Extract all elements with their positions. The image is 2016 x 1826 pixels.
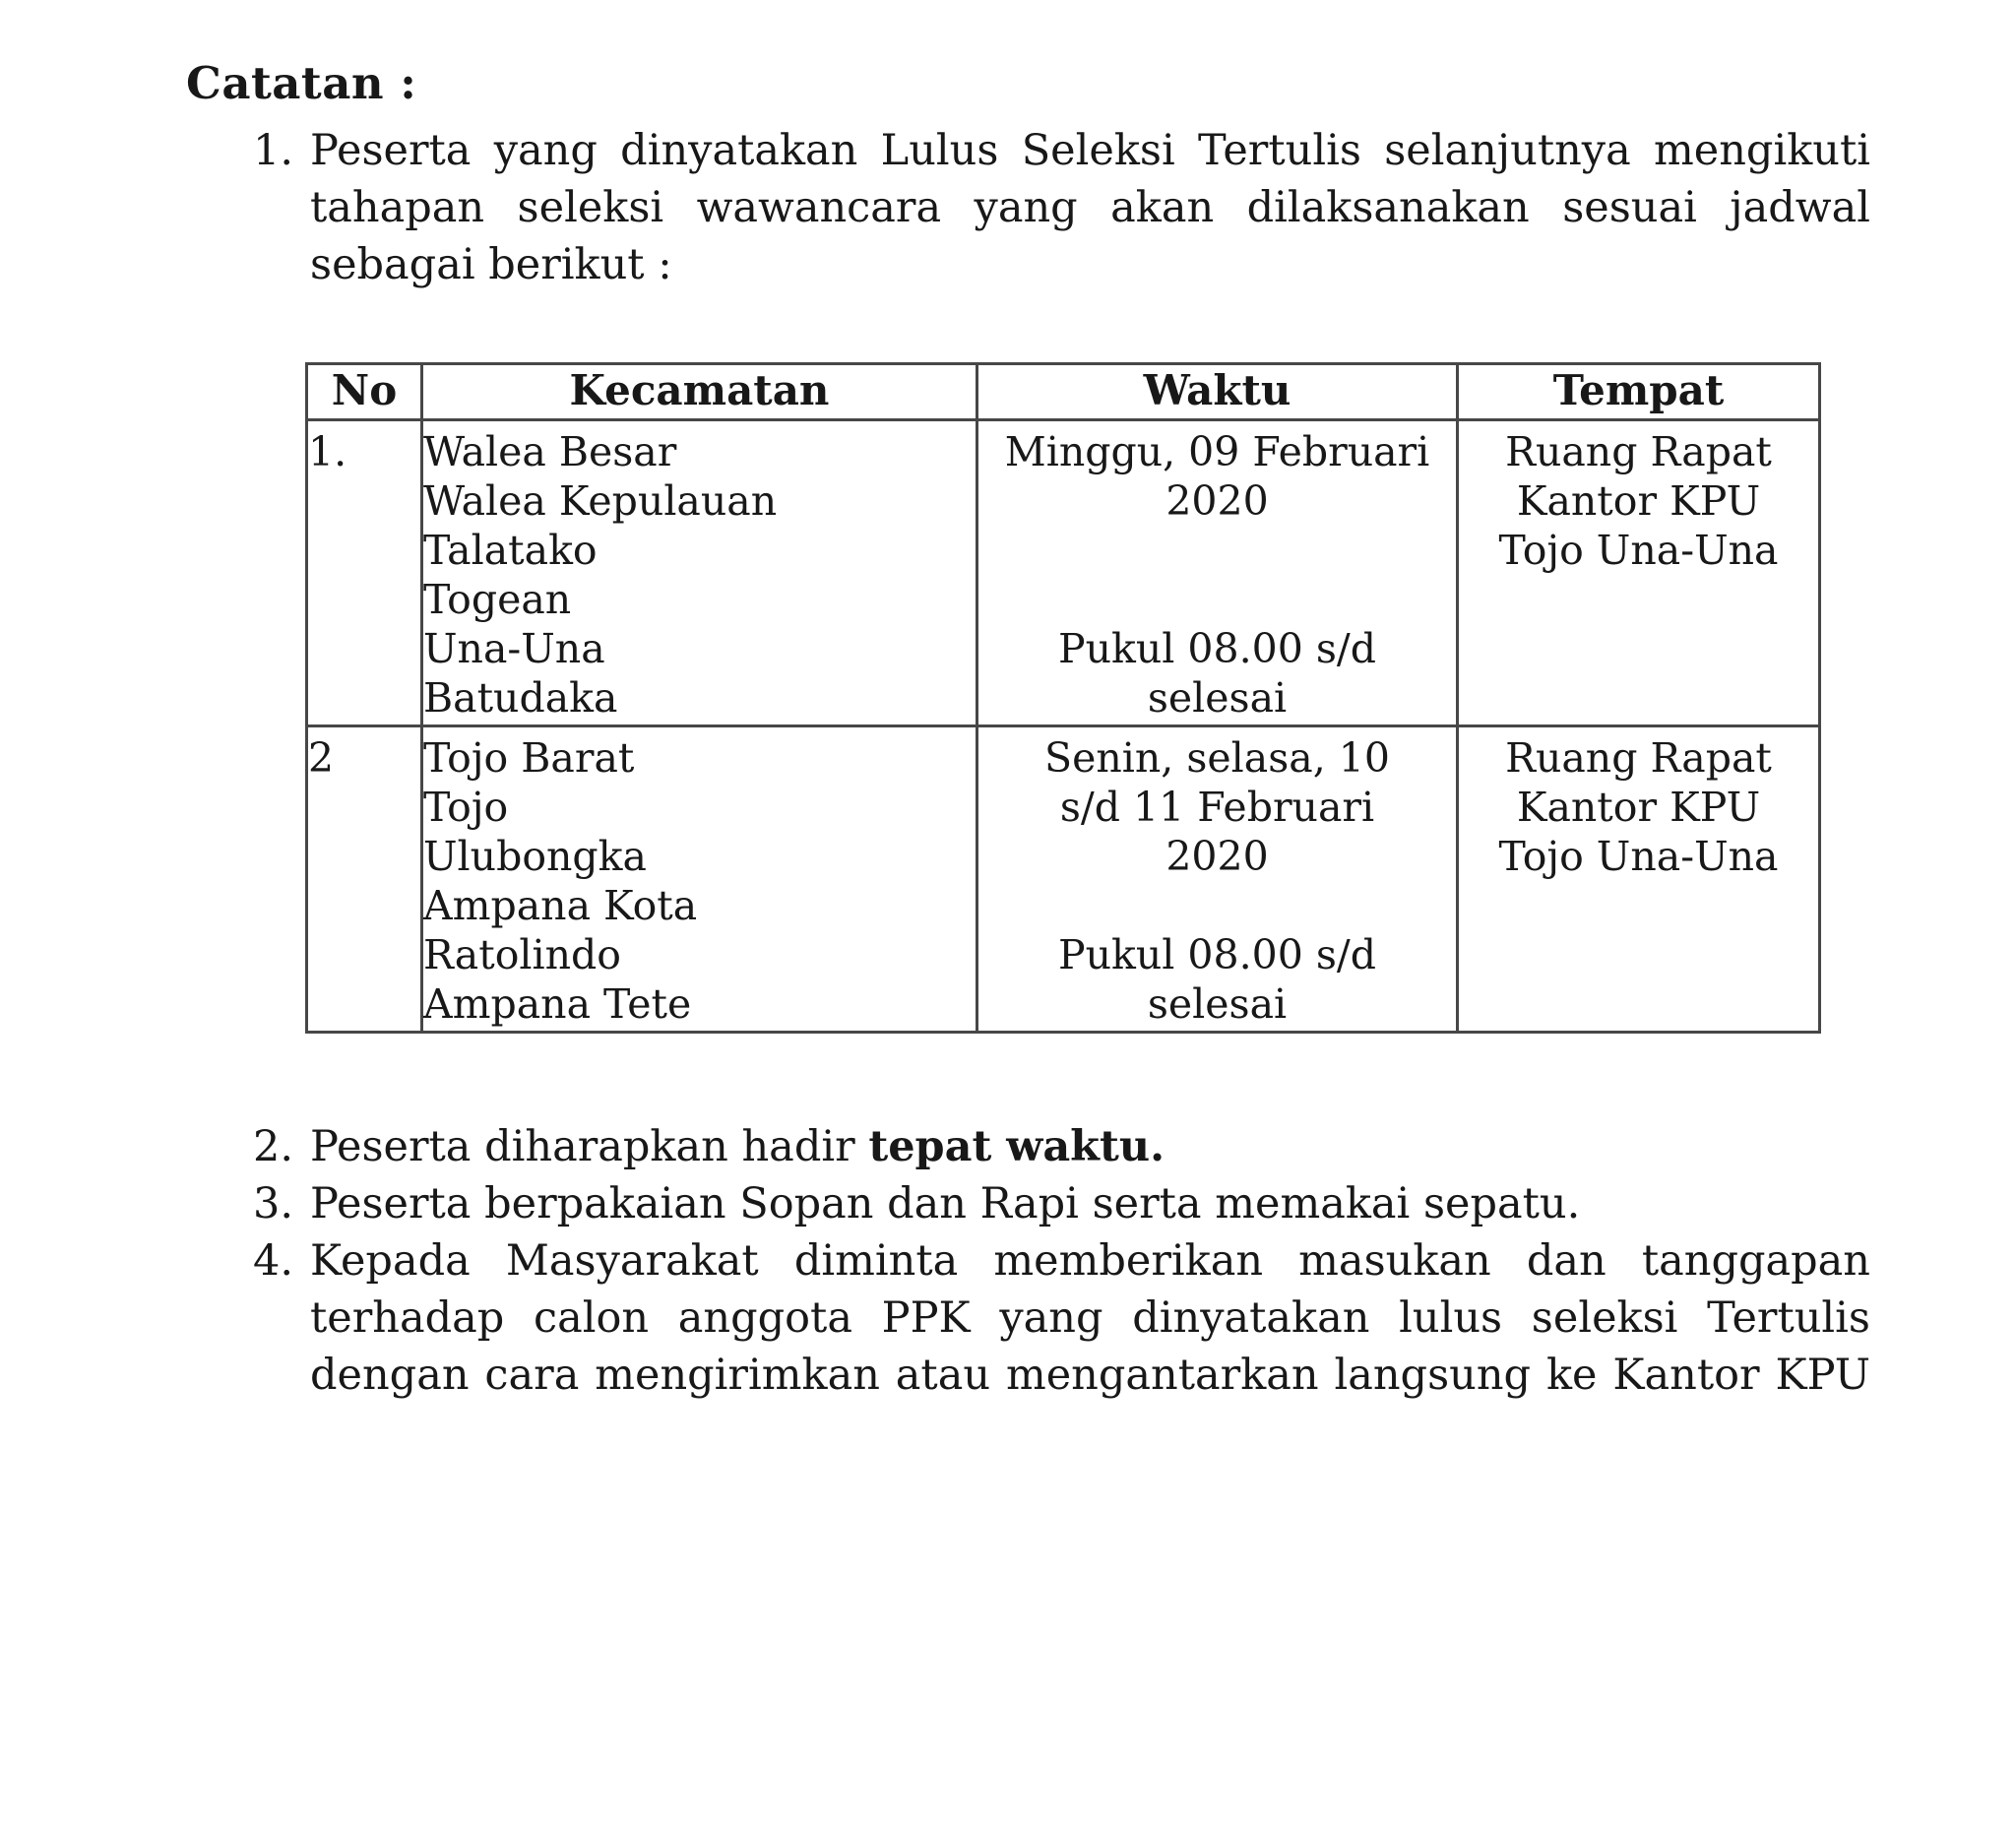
header-kecamatan: Kecamatan: [422, 364, 977, 420]
row-2-tempat-line-1: Ruang Rapat: [1505, 734, 1772, 782]
notes-heading: Catatan :: [186, 57, 417, 109]
row-1-kecamatan-6: Batudaka: [423, 674, 618, 722]
note-3-number: 3.: [253, 1179, 294, 1228]
row-1-tempat-line-1: Ruang Rapat: [1505, 428, 1772, 475]
row-1-time-line-1: Pukul 08.00 s/d: [1058, 625, 1376, 672]
note-1-line-1: Peserta yang dinyatakan Lulus Seleksi Tertulis selanjutnya mengikuti: [310, 126, 1870, 175]
note-item-2: [253, 1118, 1870, 1175]
row-2-kecamatan-2: Tojo: [423, 784, 509, 831]
row-1-date-line-2: 2020: [1166, 477, 1269, 525]
header-waktu: Waktu: [977, 364, 1458, 420]
note-1-number: 1.: [253, 126, 294, 175]
row-2-time-line-1: Pukul 08.00 s/d: [1058, 931, 1376, 978]
row-1-tempat-line-2: Kantor KPU: [1516, 477, 1761, 525]
note-1-line-2: tahapan seleksi wawancara yang akan dilaksanakan sesuai jadwal: [310, 183, 1870, 232]
row-1-kecamatan: [422, 420, 977, 726]
row-2-kecamatan-4: Ampana Kota: [423, 882, 698, 929]
note-2-number: 2.: [253, 1122, 294, 1171]
row-2-date-line-3: 2020: [1166, 833, 1269, 880]
note-4-text: [310, 1232, 1870, 1404]
row-2-kecamatan-6: Ampana Tete: [423, 980, 692, 1028]
row-1-time-line-2: selesai: [1147, 674, 1288, 722]
table-row-1: [307, 420, 1820, 726]
row-1-tempat: [1458, 420, 1820, 726]
row-1-kecamatan-5: Una-Una: [423, 625, 605, 672]
header-tempat: Tempat: [1458, 364, 1820, 420]
row-1-kecamatan-2: Walea Kepulauan: [423, 477, 778, 525]
note-3-text: Peserta berpakaian Sopan dan Rapi serta memakai sepatu.: [310, 1179, 1581, 1228]
row-2-waktu: [977, 726, 1458, 1033]
header-no: No: [307, 364, 422, 420]
note-4-line-3: dengan cara mengirimkan atau mengantarkan langsung ke Kantor KPU: [310, 1351, 1870, 1400]
row-2-no: 2: [307, 726, 422, 1033]
row-2-date-line-2: s/d 11 Februari: [1059, 784, 1375, 831]
row-2-kecamatan-3: Ulubongka: [423, 833, 647, 880]
row-2-time: [978, 930, 1456, 1029]
row-1-kecamatan-3: Talatako: [423, 527, 598, 574]
row-1-kecamatan-1: Walea Besar: [423, 428, 677, 475]
row-2-tempat-line-3: Tojo Una-Una: [1498, 833, 1779, 880]
row-2-tempat-line-2: Kantor KPU: [1516, 784, 1761, 831]
note-1-line-3: sebagai berikut :: [310, 240, 672, 289]
note-4-line-1: Kepada Masyarakat diminta memberikan masukan dan tanggapan: [310, 1236, 1870, 1286]
row-1-date-line-1: Minggu, 09 Februari: [1004, 428, 1430, 475]
row-1-time: [978, 624, 1456, 723]
row-2-kecamatan-1: Tojo Barat: [423, 734, 635, 782]
row-2-tempat: [1458, 726, 1820, 1033]
note-item-4: [253, 1232, 1870, 1404]
note-item-3: [253, 1175, 1870, 1232]
row-1-tempat-line-3: Tojo Una-Una: [1498, 527, 1779, 574]
note-item-1: [253, 122, 1870, 293]
row-1-kecamatan-4: Togean: [423, 576, 572, 623]
row-2-date-line-1: Senin, selasa, 10: [1044, 734, 1390, 782]
row-1-waktu: [977, 420, 1458, 726]
row-2-kecamatan: [422, 726, 977, 1033]
row-1-no: 1.: [307, 420, 422, 726]
note-2-text: [310, 1118, 1870, 1175]
row-2-time-line-2: selesai: [1147, 980, 1288, 1028]
row-2-date: [978, 733, 1456, 881]
row-2-kecamatan-5: Ratolindo: [423, 931, 621, 978]
row-1-date: [978, 427, 1456, 526]
note-1-text: [310, 122, 1870, 293]
document-page: [0, 57, 2016, 1826]
note-4-number: 4.: [253, 1236, 294, 1286]
note-2-text-normal: Peserta diharapkan hadir: [310, 1122, 869, 1171]
interview-schedule-table: [305, 362, 1821, 1034]
note-4-line-2: terhadap calon anggota PPK yang dinyatakan lulus seleksi Tertulis: [310, 1293, 1870, 1343]
table-row-2: [307, 726, 1820, 1033]
note-2-text-bold: tepat waktu.: [868, 1122, 1166, 1171]
table-header-row: [307, 364, 1820, 420]
